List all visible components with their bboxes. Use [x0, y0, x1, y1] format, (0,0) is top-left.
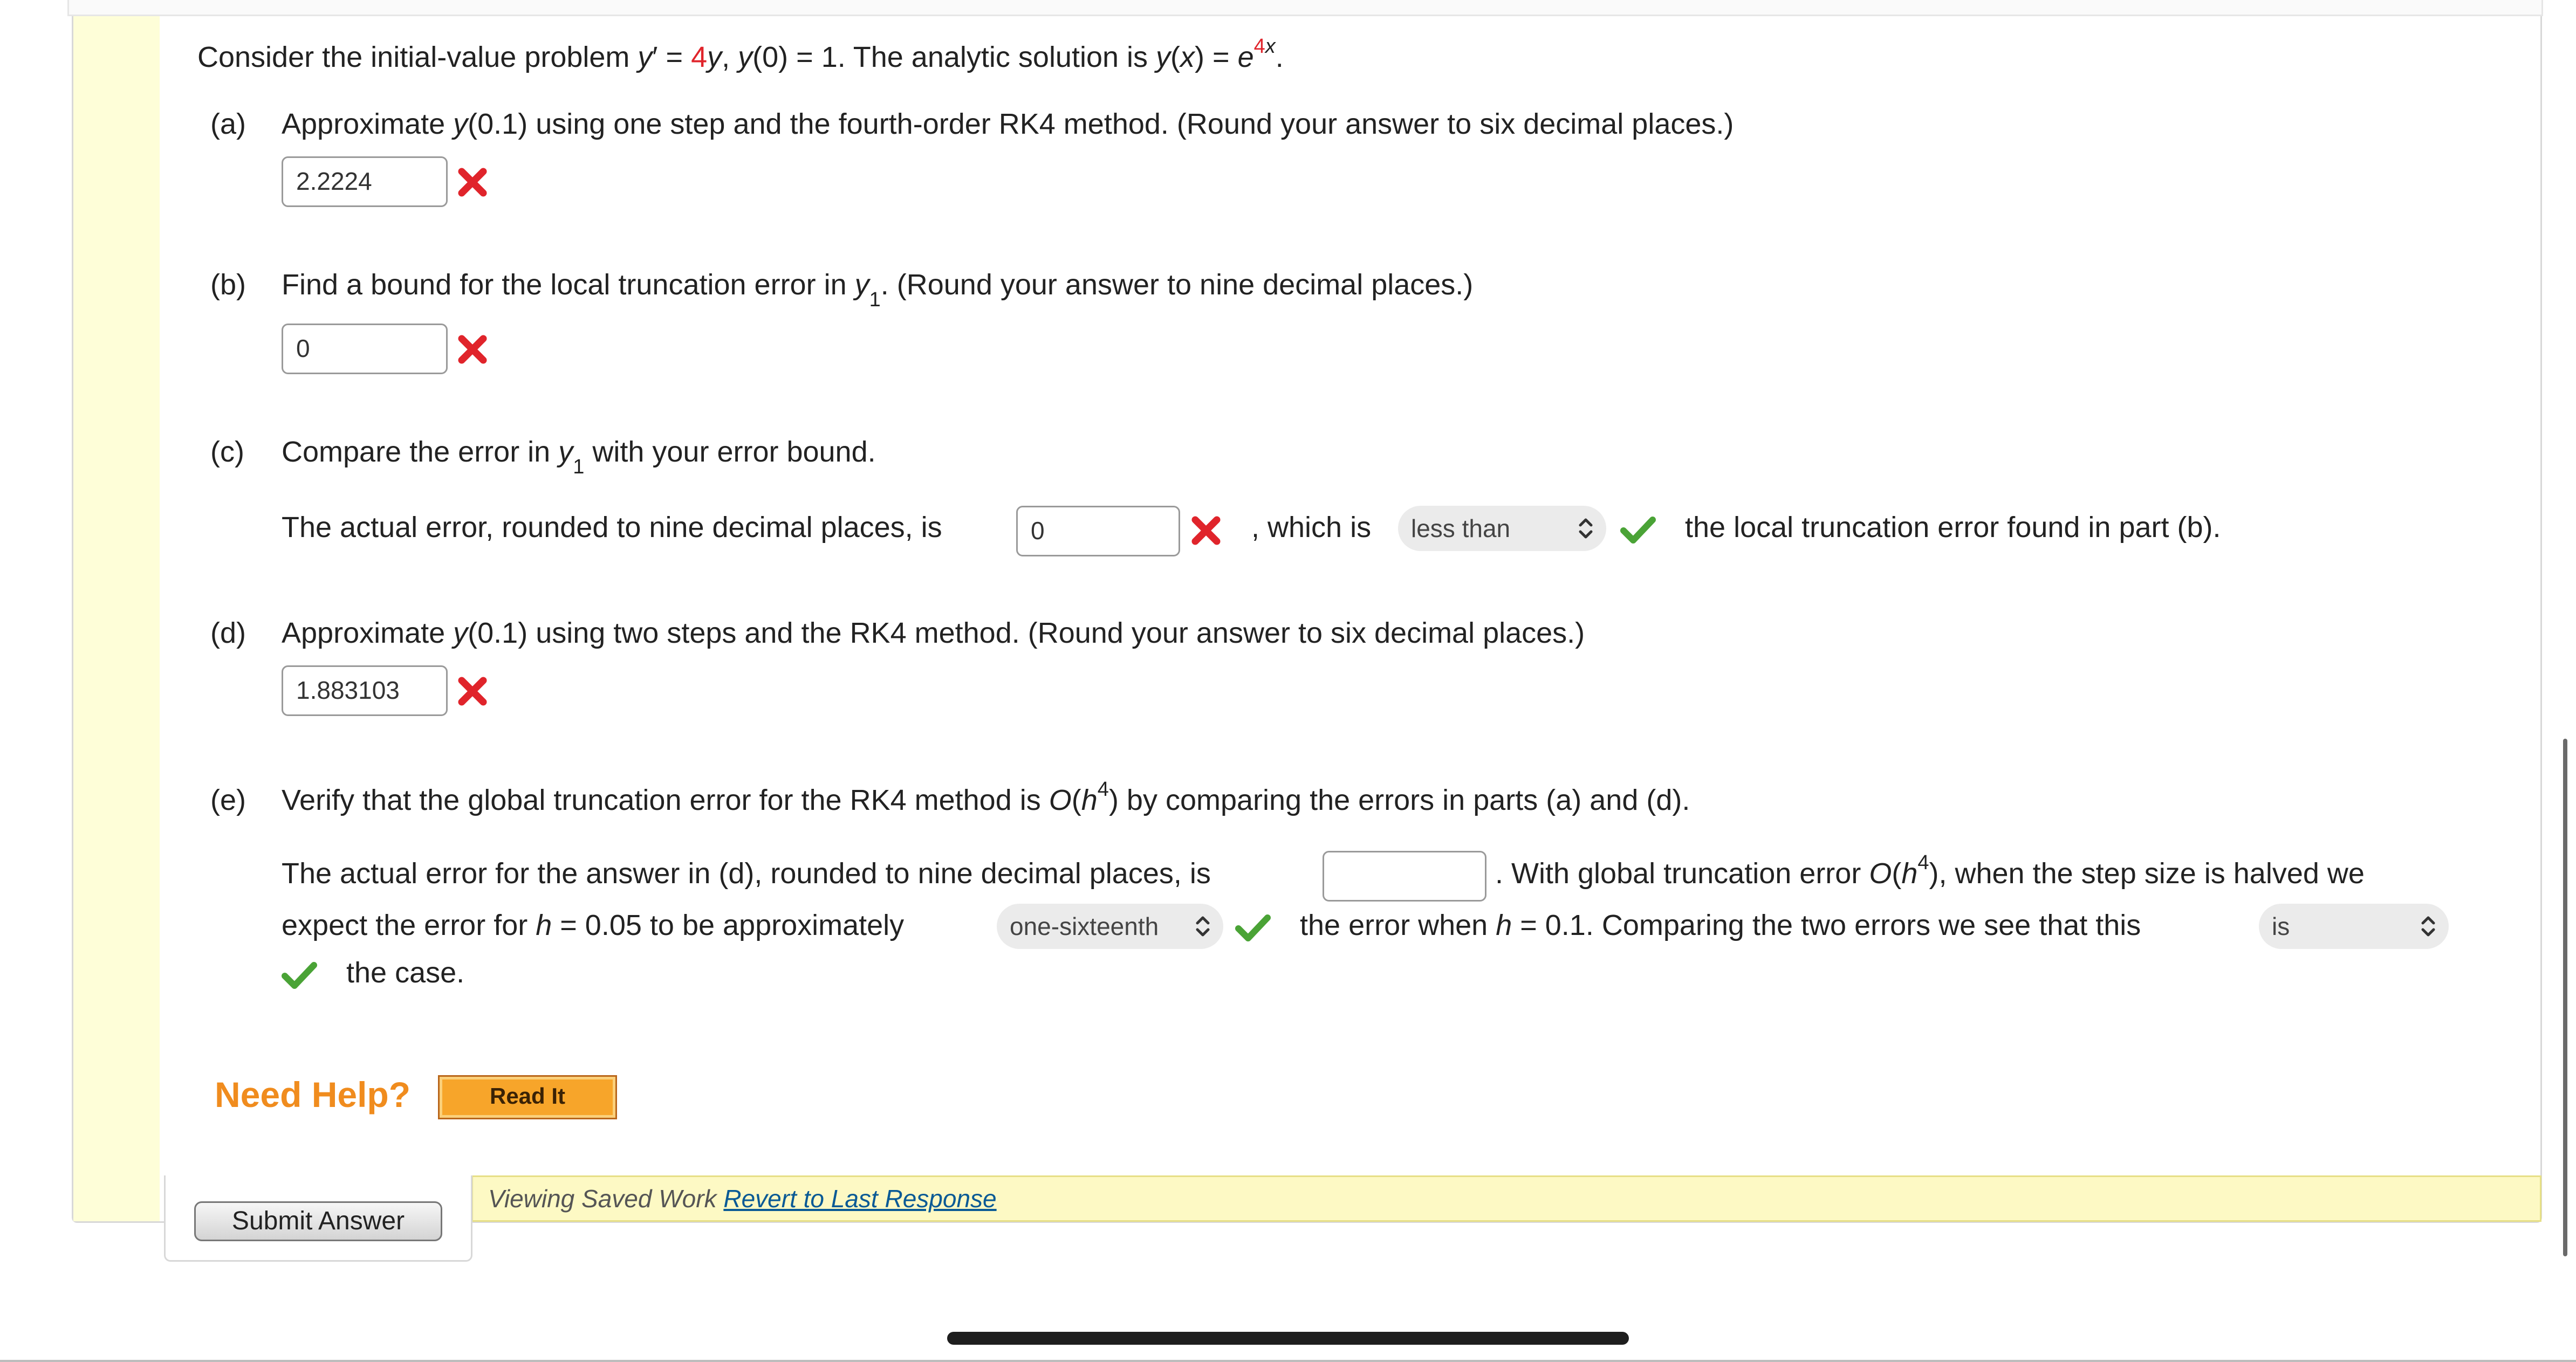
- part-b-label: (b): [210, 269, 246, 301]
- part-e-line1-prefix: The actual error for the answer in (d), rounded to nine decimal places, is: [282, 857, 1211, 890]
- part-e-line3: the case.: [346, 957, 465, 989]
- part-e-label: (e): [210, 784, 246, 816]
- incorrect-x-icon: [456, 333, 489, 366]
- incorrect-x-icon: [456, 166, 489, 198]
- part-d-label: (d): [210, 617, 246, 649]
- problem-statement: Consider the initial-value problem y′ = 4y, y(0) = 1. The analytic solution is $y(x) = e^{4x}$.: [197, 35, 1284, 73]
- part-a-label: (a): [210, 108, 246, 140]
- revert-link[interactable]: Revert to Last Response: [723, 1185, 997, 1213]
- part-a-answer-input[interactable]: 2.2224: [282, 156, 448, 207]
- part-d-answer-input[interactable]: 1.883103: [282, 665, 448, 716]
- correct-check-icon: [1235, 913, 1271, 941]
- correct-check-icon: [1620, 515, 1656, 544]
- select-value: one-sixteenth: [1010, 912, 1159, 940]
- part-e-conclusion-select[interactable]: [2259, 904, 2449, 949]
- part-c-comparison-select[interactable]: [1398, 506, 1606, 551]
- part-e-line2-prefix: expect the error for h = 0.05 to be approximately: [282, 909, 905, 941]
- part-e-line2-suffix: the error when h = 0.1. Comparing the two errors we see that this: [1300, 909, 2141, 941]
- select-value: is: [2272, 912, 2290, 940]
- part-d-question: Approximate y(0.1) using two steps and the RK4 method. (Round your answer to six decimal places.): [282, 617, 1585, 649]
- part-c-which-is: , which is: [1251, 511, 1372, 544]
- question-margin-strip: [73, 16, 160, 1221]
- incorrect-x-icon: [1190, 514, 1222, 547]
- part-e-answer-input[interactable]: [1323, 851, 1486, 902]
- correct-check-icon: [282, 961, 317, 989]
- select-arrows-icon: [2419, 913, 2438, 939]
- saved-work-text: Viewing Saved Work Revert to Last Response: [488, 1185, 997, 1213]
- read-it-button[interactable]: Read It: [438, 1075, 617, 1119]
- part-c-line-prefix: The actual error, rounded to nine decimal places, is: [282, 511, 942, 544]
- top-frame-border: [67, 0, 2543, 16]
- incorrect-x-icon: [456, 675, 489, 707]
- part-c-question: Compare the error in $y_1$ with your error bound.: [282, 436, 876, 478]
- submit-answer-button[interactable]: Submit Answer: [194, 1201, 442, 1241]
- part-c-line-suffix: the local truncation error found in part (b).: [1685, 511, 2221, 544]
- select-value: less than: [1411, 514, 1511, 542]
- part-b-question: Find a bound for the local truncation error in $y_1$. (Round your answer to nine decimal places.): [282, 269, 1474, 311]
- part-e-question: Verify that the global truncation error for the RK4 method is $O(h^4)$ by comparing the errors in parts (a) and (d).: [282, 778, 1690, 816]
- part-e-fraction-select[interactable]: [997, 904, 1223, 949]
- part-c-answer-input[interactable]: 0: [1016, 506, 1180, 556]
- part-b-answer-input[interactable]: 0: [282, 324, 448, 374]
- saved-work-bar: [471, 1175, 2541, 1222]
- vertical-scrollbar[interactable]: [2563, 739, 2567, 1256]
- part-e-line1-suffix: . With global truncation error $O(h^4)$, when the step size is halved we: [1495, 851, 2365, 890]
- part-c-label: (c): [210, 436, 244, 468]
- select-arrows-icon: [1576, 515, 1595, 541]
- part-a-question: Approximate y(0.1) using one step and the fourth-order RK4 method. (Round your answer to six decimal places.): [282, 108, 1734, 140]
- bottom-divider: [0, 1360, 2576, 1362]
- select-arrows-icon: [1193, 913, 1212, 939]
- home-indicator[interactable]: [947, 1332, 1629, 1345]
- need-help-label: Need Help?: [215, 1075, 411, 1115]
